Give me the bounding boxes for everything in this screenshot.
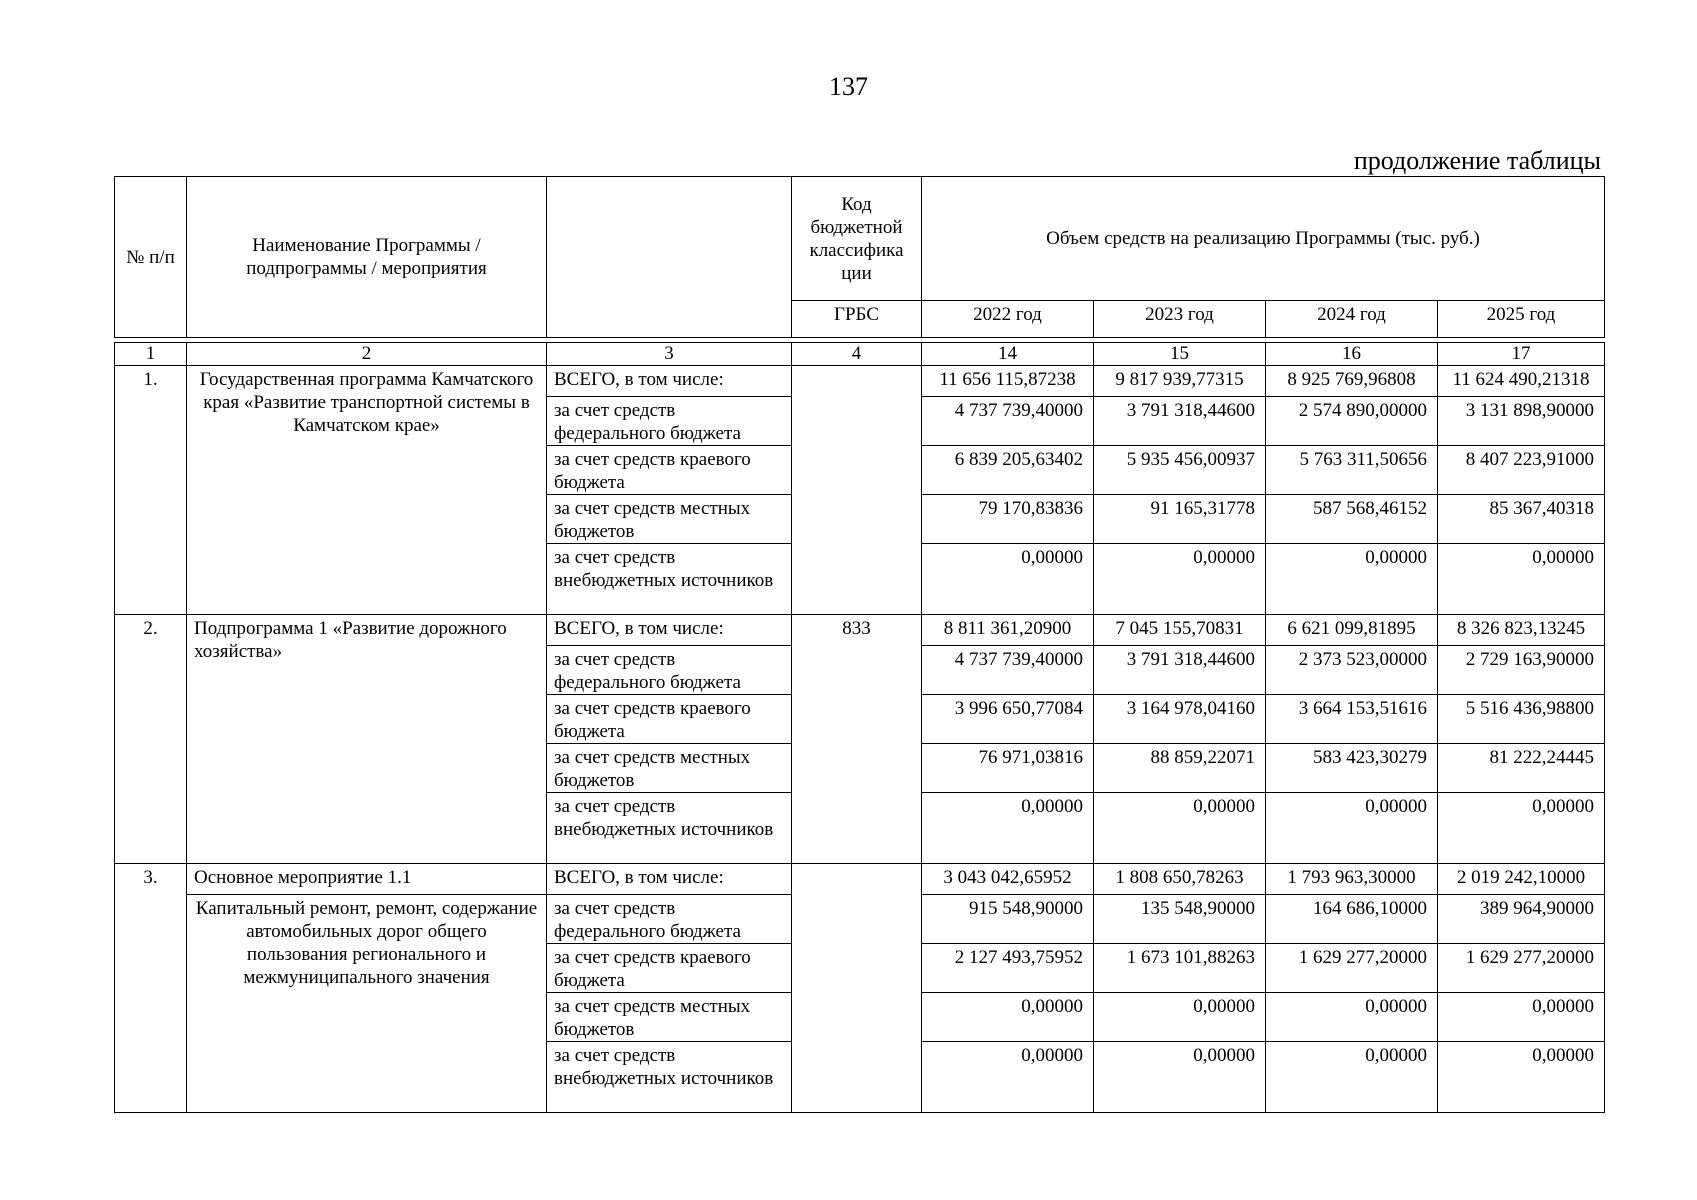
amount-cell: 0,00000 — [1266, 793, 1438, 864]
amount-cell: 8 407 223,91000 — [1438, 446, 1605, 495]
amount-cell: 0,00000 — [922, 793, 1094, 864]
amount-cell: 6 621 099,81895 — [1266, 615, 1438, 646]
amount-cell: 0,00000 — [1438, 793, 1605, 864]
amount-cell: 79 170,83836 — [922, 495, 1094, 544]
amount-cell: 5 763 311,50656 — [1266, 446, 1438, 495]
amount-cell: 91 165,31778 — [1094, 495, 1266, 544]
continuation-label: продолжение таблицы — [1353, 146, 1601, 175]
amount-cell: 3 131 898,90000 — [1438, 397, 1605, 446]
row-number: 3. — [115, 864, 187, 1113]
header-volume: Объем средств на реализацию Программы (тыс. руб.) — [922, 177, 1605, 301]
amount-cell: 1 673 101,88263 — [1094, 944, 1266, 993]
amount-cell: 4 737 739,40000 — [922, 646, 1094, 695]
column-number: 4 — [792, 343, 922, 366]
amount-cell: 0,00000 — [1094, 1042, 1266, 1113]
table-row — [115, 615, 1605, 646]
amount-cell: 76 971,03816 — [922, 744, 1094, 793]
amount-cell: 0,00000 — [1094, 544, 1266, 615]
amount-cell: 8 811 361,20900 — [922, 615, 1094, 646]
amount-cell: 0,00000 — [922, 1042, 1094, 1113]
amount-cell: 135 548,90000 — [1094, 895, 1266, 944]
header-year-2022: 2022 год — [922, 301, 1094, 338]
column-number: 17 — [1438, 343, 1605, 366]
table-body — [114, 342, 1605, 1113]
row-number: 2. — [115, 615, 187, 864]
amount-cell: 164 686,10000 — [1266, 895, 1438, 944]
amount-cell: 3 664 153,51616 — [1266, 695, 1438, 744]
funding-source: за счет средств внебюджетных источников — [547, 1042, 792, 1113]
column-number: 1 — [115, 343, 187, 366]
amount-cell: 6 839 205,63402 — [922, 446, 1094, 495]
row-number: 1. — [115, 366, 187, 615]
funding-source: ВСЕГО, в том числе: — [547, 366, 792, 397]
header-source — [547, 177, 792, 338]
amount-cell: 1 808 650,78263 — [1094, 864, 1266, 895]
amount-cell: 1 629 277,20000 — [1266, 944, 1438, 993]
header-year-2025: 2025 год — [1438, 301, 1605, 338]
amount-cell: 3 996 650,77084 — [922, 695, 1094, 744]
header-year-2023: 2023 год — [1094, 301, 1266, 338]
amount-cell: 3 791 318,44600 — [1094, 397, 1266, 446]
header-code: Код бюджетной классифика ции — [792, 177, 922, 301]
amount-cell: 0,00000 — [1266, 993, 1438, 1042]
amount-cell: 81 222,24445 — [1438, 744, 1605, 793]
header-grbs: ГРБС — [792, 301, 922, 338]
amount-cell: 0,00000 — [922, 544, 1094, 615]
grbs-code — [792, 864, 922, 1113]
funding-source: за счет средств федерального бюджета — [547, 895, 792, 944]
amount-cell: 0,00000 — [1438, 993, 1605, 1042]
funding-source: за счет средств внебюджетных источников — [547, 793, 792, 864]
program-name: Подпрограмма 1 «Развитие дорожного хозяйства» — [187, 615, 547, 864]
funding-source: за счет средств местных бюджетов — [547, 744, 792, 793]
table-header — [114, 176, 1605, 338]
amount-cell: 587 568,46152 — [1266, 495, 1438, 544]
amount-cell: 2 729 163,90000 — [1438, 646, 1605, 695]
column-number: 16 — [1266, 343, 1438, 366]
amount-cell: 5 935 456,00937 — [1094, 446, 1266, 495]
funding-source: за счет средств краевого бюджета — [547, 944, 792, 993]
header-num: № п/п — [115, 177, 187, 338]
amount-cell: 915 548,90000 — [922, 895, 1094, 944]
funding-source: ВСЕГО, в том числе: — [547, 864, 792, 895]
amount-cell: 2 373 523,00000 — [1266, 646, 1438, 695]
column-number: 14 — [922, 343, 1094, 366]
amount-cell: 0,00000 — [1266, 544, 1438, 615]
funding-source: за счет средств краевого бюджета — [547, 695, 792, 744]
column-number: 3 — [547, 343, 792, 366]
amount-cell: 583 423,30279 — [1266, 744, 1438, 793]
amount-cell: 389 964,90000 — [1438, 895, 1605, 944]
amount-cell: 0,00000 — [1438, 544, 1605, 615]
funding-source: за счет средств федерального бюджета — [547, 646, 792, 695]
amount-cell: 11 624 490,21318 — [1438, 366, 1605, 397]
page-number: 137 — [829, 72, 868, 101]
amount-cell: 0,00000 — [922, 993, 1094, 1042]
amount-cell: 0,00000 — [1094, 993, 1266, 1042]
header-year-2024: 2024 год — [1266, 301, 1438, 338]
amount-cell: 0,00000 — [1438, 1042, 1605, 1113]
amount-cell: 11 656 115,87238 — [922, 366, 1094, 397]
column-number: 2 — [187, 343, 547, 366]
amount-cell: 88 859,22071 — [1094, 744, 1266, 793]
amount-cell: 4 737 739,40000 — [922, 397, 1094, 446]
amount-cell: 1 793 963,30000 — [1266, 864, 1438, 895]
funding-source: ВСЕГО, в том числе: — [547, 615, 792, 646]
column-number: 15 — [1094, 343, 1266, 366]
funding-source: за счет средств краевого бюджета — [547, 446, 792, 495]
amount-cell: 7 045 155,70831 — [1094, 615, 1266, 646]
funding-source: за счет средств федерального бюджета — [547, 397, 792, 446]
grbs-code — [792, 366, 922, 615]
amount-cell: 8 925 769,96808 — [1266, 366, 1438, 397]
amount-cell: 2 574 890,00000 — [1266, 397, 1438, 446]
amount-cell: 1 629 277,20000 — [1438, 944, 1605, 993]
amount-cell: 2 127 493,75952 — [922, 944, 1094, 993]
amount-cell: 0,00000 — [1266, 1042, 1438, 1113]
amount-cell: 3 791 318,44600 — [1094, 646, 1266, 695]
amount-cell: 9 817 939,77315 — [1094, 366, 1266, 397]
table-row — [115, 366, 1605, 397]
table-row — [115, 864, 1605, 895]
amount-cell: 8 326 823,13245 — [1438, 615, 1605, 646]
program-name-detail: Капитальный ремонт, ремонт, содержание автомобильных дорог общего пользования регионального и межмуниципального значения — [187, 895, 547, 1113]
amount-cell: 2 019 242,10000 — [1438, 864, 1605, 895]
amount-cell: 0,00000 — [1094, 793, 1266, 864]
header-name: Наименование Программы / подпрограммы / мероприятия — [187, 177, 547, 338]
grbs-code: 833 — [792, 615, 922, 864]
program-name: Государственная программа Камчатского края «Развитие транспортной системы в Камчатском крае» — [187, 366, 547, 615]
amount-cell: 3 043 042,65952 — [922, 864, 1094, 895]
amount-cell: 3 164 978,04160 — [1094, 695, 1266, 744]
funding-source: за счет средств внебюджетных источников — [547, 544, 792, 615]
amount-cell: 85 367,40318 — [1438, 495, 1605, 544]
funding-source: за счет средств местных бюджетов — [547, 993, 792, 1042]
funding-source: за счет средств местных бюджетов — [547, 495, 792, 544]
column-number-row — [115, 343, 1605, 366]
amount-cell: 5 516 436,98800 — [1438, 695, 1605, 744]
program-name: Основное мероприятие 1.1 — [187, 864, 547, 895]
